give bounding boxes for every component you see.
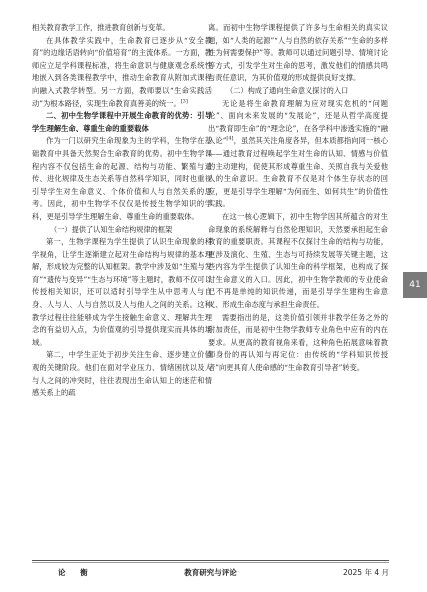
section-heading: （一）提供了认知生命结构规律的框架 bbox=[50, 224, 173, 234]
right-column bbox=[208, 22, 388, 375]
section-heading: （二）构成了通向生命意义探讨的入口 bbox=[226, 85, 349, 95]
footer-journal-title: 教育研究与评论 bbox=[184, 568, 237, 577]
page-number-tab: 41 bbox=[403, 272, 427, 298]
paragraph: 需要指出的是，这类价值引领并非教学任务之外的附加责任，而是初中生物学教师专业角色中应有的内在要求。从更高的教育视角来看，这种角色拓展意味着教师身份的再认知与再定位：由传统的“学科知识传授者”向更具育人使命感的“生命教育引导者”转变。 bbox=[208, 312, 388, 373]
paragraph: 在具体教学实践中，生命教育已逐步从“安全教育”的边缘话语转向“价值培育”的主流体系。一方面，教师应立足学科课程标准，将生命意识与健康观念系统性地嵌入到各类课程教学中，推动生命教育从附加式课程向融入式教学转型。另一方面，教师要以“生命实践活动”为根本路径，实现生命教育真善美的统一。[3] bbox=[32, 35, 212, 108]
section-heading: 二、初中生物学课程中开展生命教育的优势：引导学生理解生命、尊重生命的重要载体 bbox=[32, 111, 212, 133]
footer-rule-thin bbox=[32, 562, 389, 563]
paragraph: 相关教育教学工作，推进教育创新与变革。 bbox=[32, 23, 170, 32]
paragraph: 作为一门以研究生命现象为主的学科，生物学在基础教育中具备天然契合生命教育的优势。初中生物学课程内容不仅包括生命的起源、结构与功能、繁殖与遗传、进化规律及生态关系等自然科学知识，同时也重视引导学生对生命意义、个体价值和人与自然关系的思考。因此，初中生物学不仅仅是传授生物学知识的学科，更是引导学生理解生命、尊重生命的重要载体。 bbox=[32, 136, 212, 221]
paragraph: 无论是将生命教育理解为应对现实危机的“问题论”、面向未来发展的“发展论”，还是从哲学高度提出“教育即生命”的“理念论”，在各学科中渗透实施的“融入论”[4]，虽然其关注角度各异，但本质都指向同一核心——通过教育过程唤起学生对生命的认知、情感与价值的主动建构，促使其形成尊重生命、关照自我与关爱他人的生命意识。生命教育不仅是对个体生存状态的回应，更是引导学生理解“为何而生、如何共生”的价值性实践。 bbox=[208, 98, 388, 209]
footer-column-name: 论 衡 bbox=[58, 568, 94, 577]
paragraph: 第一，生物学课程为学生提供了认识生命现象的科学视角，让学生逐渐建立起对生命结构与规律的基本理解，形成较为完整的认知框架。教学中涉及如“生殖与发育”“遗传与变异”“生态与环境”等主题时，教师不仅可以传授相关知识，还可以适时引导学生从中思考人与自身、人与人、人与自然以及人与他人之间的关系。这种教学过程往往能够成为学生接触生命意义、理解共生理念的有益切入点，为价值观的引导提供现实而具体的场域。 bbox=[32, 237, 212, 347]
paragraph: 离。而初中生物学课程提供了许多与生命相关的真实议题，如“人类的起源”“人与自然的依存关系”“生命的多样性为何需要保护”等。教师可以通过问题引导、情境讨论等方式，引发学生对生命的思考，激发他们的情感共鸣与责任意识，为其价值观的形成提供良好支撑。 bbox=[208, 23, 388, 83]
paragraph: 第二，中学生正处于初步关注生命、逐步建立价值观的关键阶段。他们在面对学业压力、情绪困扰以及人与人之间的冲突时，往往表现出生命认知上的迷茫和情感关系上的疏 bbox=[32, 350, 212, 398]
footer-rule bbox=[32, 560, 389, 561]
page-footer bbox=[32, 566, 389, 580]
left-column bbox=[32, 22, 212, 400]
footer-issue-date: 2025 年 4 月 bbox=[342, 568, 389, 577]
paragraph: 在这一核心逻辑下，初中生物学因其所蕴含的对生命现象的系统解释与自然伦理知识，天然要承担起生命教育的重要职责。其课程不仅探讨生命的结构与功能，更涉及演化、生殖、生态与可持续发展等关键主题，这些内容为学生提供了认知生命的科学框架，也构成了探讨生命意义的入口。因此，初中生物学教师的专业使命已不再是单纯的知识传递，而是引导学生建构生命意义、形成生命态度与承担生命责任。 bbox=[208, 211, 388, 310]
